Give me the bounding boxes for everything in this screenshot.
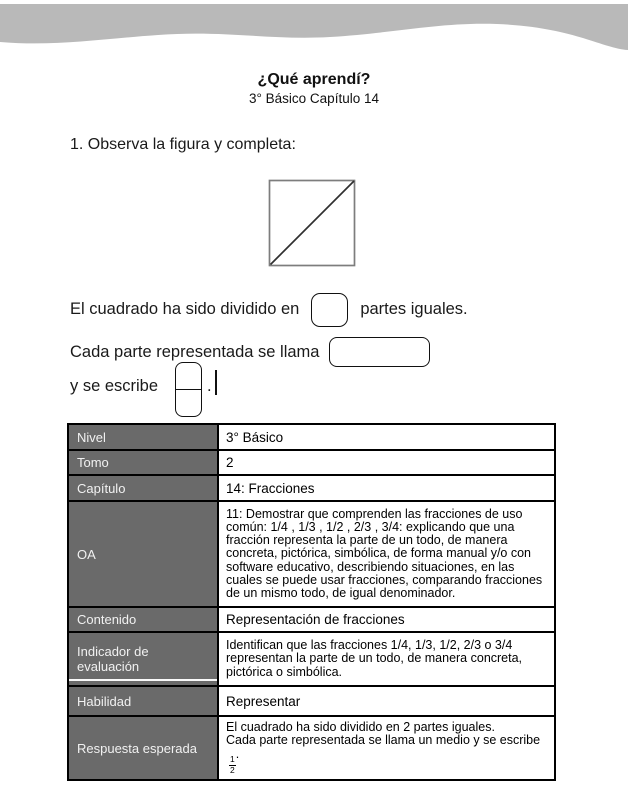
table-row-habilidad — [68, 686, 555, 716]
row-label-contenido: Contenido — [68, 607, 218, 632]
row-value-tomo: 2 — [218, 450, 555, 475]
metadata-table — [67, 423, 556, 781]
table-row-oa — [68, 501, 555, 607]
sentence-3-period: . — [207, 377, 212, 395]
question-heading: 1. Observa la figura y completa: — [70, 136, 296, 153]
respuesta-line2-end: . — [235, 746, 240, 761]
row-label-respuesta: Respuesta esperada — [68, 716, 218, 780]
text-cursor — [215, 370, 217, 395]
wave-shape — [0, 4, 628, 50]
row-value-capitulo: 14: Fracciones — [218, 475, 555, 501]
diagonal-line — [271, 181, 355, 265]
sentence-1 — [70, 291, 468, 328]
row-label-capitulo: Capítulo — [68, 475, 218, 501]
page-subtitle: 3° Básico Capítulo 14 — [249, 91, 379, 106]
row-value-contenido: Representación de fracciones — [218, 607, 555, 632]
fraction-numerator-box[interactable] — [176, 363, 201, 389]
row-label-tomo: Tomo — [68, 450, 218, 475]
fraction-denominator-box[interactable] — [176, 389, 201, 416]
table-row-contenido — [68, 607, 555, 632]
row-value-oa: 11: Demostrar que comprenden las fracciones de uso común: 1/4 , 1/3 , 1/2 , 2/3 , 3/4: explicando que una fracción representa la parte de un todo, de manera concreta, pictórica, simbólica, de forma manual y/o con software educativo, describiendo situaciones, en las cuales se puede usar fracciones, comparando fracciones de un mismo todo, de igual denominador. — [218, 501, 555, 607]
sentence-2-text: Cada parte representada se llama — [70, 342, 320, 361]
sentence-2 — [70, 336, 430, 368]
fraction-numerator: 1 — [230, 753, 235, 764]
row-label-indicador — [68, 632, 218, 686]
respuesta-line2: Cada parte representada se llama un medio y se escribe — [226, 733, 541, 748]
answer-blank-name[interactable] — [329, 337, 430, 367]
page-title: ¿Qué aprendí? — [257, 71, 371, 88]
table-row-respuesta — [68, 716, 555, 780]
row-value-nivel: 3° Básico — [218, 424, 555, 450]
answer-blank-parts[interactable] — [311, 293, 348, 327]
fraction-denominator: 2 — [230, 764, 235, 775]
square-figure — [268, 179, 356, 267]
label-underline — [69, 679, 217, 681]
table-row-nivel — [68, 424, 555, 450]
row-label-nivel: Nivel — [68, 424, 218, 450]
sentence-1-text-before: El cuadrado ha sido dividido en — [70, 300, 300, 318]
row-label-habilidad: Habilidad — [68, 686, 218, 716]
answer-blank-fraction[interactable] — [175, 362, 202, 417]
row-value-indicador: Identifican que las fracciones 1/4, 1/3, 1/2, 2/3 o 3/4 representan la parte de un todo, de manera concreta, pictórica o simbólica. — [218, 632, 555, 686]
sentence-1-text-after: partes iguales. — [360, 300, 468, 318]
row-label-indicador-text: Indicador de evaluación — [77, 644, 149, 674]
respuesta-line1: El cuadrado ha sido dividido en 2 partes iguales. — [226, 720, 495, 734]
table-row-indicador — [68, 632, 555, 686]
row-value-habilidad: Representar — [218, 686, 555, 716]
respuesta-fraction — [229, 755, 236, 776]
row-label-oa: OA — [68, 501, 218, 607]
table-row-tomo — [68, 450, 555, 475]
header-wave-graphic — [0, 0, 628, 60]
table-row-capitulo — [68, 475, 555, 501]
row-value-respuesta — [218, 716, 555, 780]
sentence-3-text: y se escribe — [70, 377, 159, 395]
